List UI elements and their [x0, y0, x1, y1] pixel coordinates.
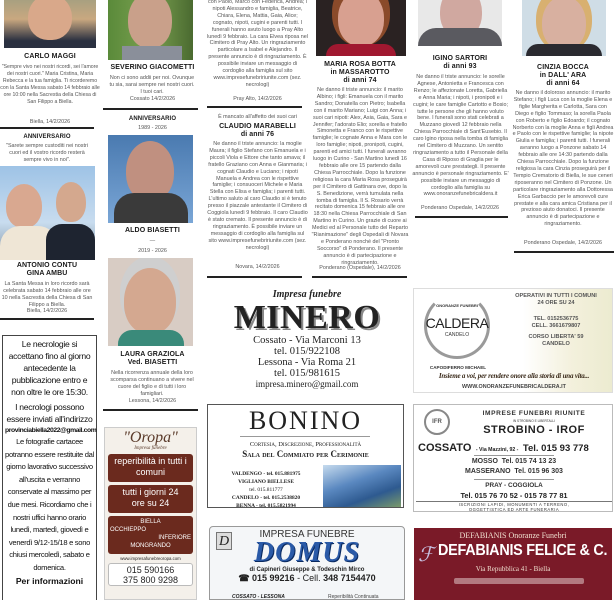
divider — [207, 106, 302, 108]
domus-brand: DOMUS — [253, 537, 361, 568]
divider — [103, 108, 198, 110]
domus-logo: D — [216, 532, 232, 550]
oropa-website[interactable]: www.impresafunebreoropa.com — [120, 556, 181, 561]
photo-contu-ambu — [0, 166, 95, 260]
bonino-candelo: CANDELO - tel. 015.2538820 — [231, 495, 301, 501]
bonino-benna: BENNA - tel. 015.5821994 — [236, 503, 296, 508]
name-in-massarotto: in MASSAROTTO — [330, 69, 390, 76]
age-marabelli: di anni 76 — [240, 131, 275, 138]
caldera-slogan: Insieme a voi, per rendere onore alla storia di una vita... — [438, 372, 590, 380]
notice-box — [2, 335, 97, 600]
divider — [514, 251, 614, 253]
date-biasetti: Lessona, 14/2/2026 — [128, 398, 177, 404]
divider — [415, 216, 508, 218]
strobino-mosso: MOSSO Tel. 015 74 13 23 — [471, 458, 557, 465]
date-marabelli: Novara, 14/2/2026 — [235, 264, 280, 270]
domus-heading: IMPRESA FUNEBRE — [259, 529, 355, 540]
text-botta: Ne danno il triste annuncio: il marito Albino; i figli: Emanuela con il marito Sandro; Donatella con Pietro; Isabella con il marito Mariano; Luigi con Anna; i suoi cari nipoti: Alex, Asia, Gaia, Sara e Jennifer; l'adorato Elio; sorella e fratello Simonetta e Franco con le rispettive famiglie; le cognate Anna e Mara con le loro famiglie; nipoti, pronipoti, cugini, parenti ed amici tutti. I funerali avranno luogo in Curino - San Martino lunedì 16 febbraio alle ore 15 partendo dalla Chiesa Parrocchiale. Dopo la funzione religiosa la cara Maria Rosa proseguirà per il Cimitero di Gattinara ove, dopo la S. Benedizione, verrà tumulata nella tomba di famiglia. Il S. Rosario verrà recitato domenica 15 febbraio alle ore 18:30 nella Chiesa Parrocchiale di San Martino in Curino. Un grazie di cuore ai Medici ed al Personale tutto del Reparto "Rianimazione" degli Ospedali di Novara e Ponderano nonché del "Pronto Soccorso" di Ponderano. Il presente annuncio è di partecipazione e ringraziamento. — [311, 87, 409, 266]
text-severino: Non ci sono addii per noi. Ovunque tu sia, sarai sempre nei nostri cuori. I tuoi cari. — [109, 75, 195, 95]
photo-igino-sartori — [418, 0, 502, 46]
age-sartori: di anni 93 — [443, 63, 477, 70]
age-botta: di anni 74 — [343, 77, 377, 84]
caldera-brand: CALDERA — [425, 315, 489, 331]
date-severino: Cossato 14/2/2026 — [129, 96, 176, 102]
bonino-vigliano-tel: tel. 015.811777 — [249, 487, 283, 493]
notice-details: Le fotografie cartacee potranno essere restituite dal giorno lavorativo successivo all'uscita e verranno conservate al massimo per due mesi. Ricordiamo che i nostri uffici hanno orario lunedì, martedì, giovedì e venerdì 9/12-15/18 e sono chiusi mercoledì, sabato e domenica. — [5, 437, 94, 572]
strobino-pray: PRAY - COGGIOLA — [485, 482, 543, 489]
caldera-owner: CAPODIFERRO MICHAEL — [429, 365, 487, 370]
domus-cities: COSSATO - LESSONA — [232, 594, 285, 600]
oropa-phone2: 375 800 9298 — [122, 575, 179, 585]
date-sartori: Ponderano Ospedale, 14/2/2026 — [421, 205, 499, 211]
minero-email[interactable]: impresa.minero@gmail.com — [255, 379, 359, 389]
photo-laura-graziola — [108, 258, 193, 346]
name-ved-biasetti: Ved. BIASETTI — [127, 359, 178, 366]
ad-oropa — [104, 427, 197, 600]
oropa-box-24h: tutti i giorni 24 ore su 24 — [108, 485, 193, 513]
name-antonio-contu: ANTONIO CONTU — [16, 262, 78, 269]
text-bocca: Ne danno il doloroso annuncio: il marito Stefano; i figli Luca con la moglie Elena e figlie Margherita e Carlotta, Sara con Diego e figlio Tommaso; la sorella Paola con Roberto e figlio Edoardo; il cognato Norberto con la moglie Anna e figli Andrea e Paolo con le rispettive famiglie; la nipote Giulia e famiglia; i parenti tutti. I funerali avranno luogo a Ponzone sabato 14 febbraio alle ore 14:30 partendo dalla Chiesa Parrocchiale. Dopo la funzione religiosa la cara Cinzia proseguirà per il Tempio Crematorio di Biella, le sue ceneri riposeranno nel Cimitero di Ponzone. Un particolare ringraziamento alla Dottoressa Erica Garbaccio per le amorevoli cure prestate e alla cara amica Cristiana per il prezioso aiuto donatoci. Il presente annuncio è di partecipazione e ringraziamento. — [512, 90, 614, 228]
strobino-cossato-line: COSSATO - Via Mazzini, 92 - Tel. 015 93 778 — [418, 442, 589, 454]
bonino-building-photo — [323, 465, 401, 507]
text-contu: La Santa Messa in loro ricordo sarà celebrata sabato 14 febbraio alle ore 10 nella Sacrestia della Chiesa di San Filippo a Biella. — [1, 281, 93, 308]
oropa-box-locations: BIELLA OCCHIEPPO INFERIORE MONGRANDO — [108, 516, 193, 554]
name-cinzia-bocca: CINZIA BOCCA — [537, 64, 589, 71]
name-claudio-marabelli: CLAUDIO MARABELLI — [219, 123, 296, 130]
caldera-onoranze: ONORANZE FUNEBRI — [436, 303, 478, 308]
defabianis-phone-cutoff — [454, 578, 584, 584]
years-biasetti: 2019 - 2026 — [138, 248, 167, 254]
ad-caldera — [413, 288, 613, 393]
defabianis-logo-icon: ℱ — [418, 544, 434, 566]
caldera-info: OPERATIVI IN TUTTI I COMUNI 24 ORE SU 24 TEL. 0152536775 CELL. 3661679807 CORSO LIBERTA' 59 CANDELO — [515, 293, 597, 347]
strobino-masserano: MASSERANO Tel. 015 96 303 — [465, 468, 563, 475]
strobino-sub: IN STROBINO E LIBERTALLI — [512, 419, 556, 423]
date-carlo-maggi: Biella, 14/2/2026 — [29, 119, 71, 125]
strobino-logo: IFR — [424, 409, 450, 435]
name-gina-ambu: GINA AMBU — [26, 270, 68, 277]
caldera-website[interactable]: WWW.ONORANZEFUNEBRICALDERA.IT — [462, 384, 566, 390]
divider — [103, 409, 198, 411]
domus-phones: ☎ 015 99216 - Cell. 348 7154470 — [238, 573, 376, 583]
text-sartori: Ne danno il triste annuncio: le sorelle Agnese, Antonietta e Francesca con Renzo; le affezionate Loretta, Gabriella e Anna Maria; i nipoti, i pronipoti e i cugini; le care famiglie Cartotto e Bosio; tutte le persone che gli hanno voluto bene. I funerali sono stati celebrati a Muzzano giovedì 12 febbraio nella Chiesa Parrocchiale di Sant'Eusebio. Il caro Igino riposa nella tomba di famiglia nel Cimitero di Muzzano. Un sentito ringraziamento a tutto il Personale della Casa di Riposo di Graglia per le amorevoli cure prestategli. Il presente annuncio è personale ringraziamento. E' possibile inviare un messaggio di cordoglio alla famiglia su www.onoranzefunebricaldera.it — [412, 74, 509, 198]
notice-deadline: Le necrologie si accettano fino al giorno antecedente la pubblicazione entro e non oltre le ore 15:30. — [8, 339, 91, 397]
date-bocca: Ponderano Ospedale, 14/2/2026 — [524, 240, 602, 246]
ad-strobino — [413, 404, 613, 512]
minero-brand: MINERO — [233, 299, 381, 336]
text-carlo-maggi: "Sempre vivo nei nostri ricordi, sei l'amore dei nostri cuori." Maria Cristina, Maria Rebecca e la tua famiglia. Ti ricorderemo con la Santa Messa sabato 14 febbraio alle ore 10:00 nella Sacrestia della Chiesa di San Filippo a Biella. — [0, 64, 100, 105]
caldera-city: CANDELO — [444, 332, 470, 338]
oropa-phone-box — [108, 563, 193, 586]
minero-tel-cossato: tel. 015/922108 — [274, 346, 340, 357]
photo-maria-rosa-botta — [316, 0, 406, 56]
bonino-brand: BONINO — [248, 406, 363, 435]
name-maria-rosa-botta: MARIA ROSA BOTTA — [324, 61, 396, 68]
divider — [0, 127, 94, 129]
strobino-footer: ISCRIZIONI LAPIDI, MONUMENTI A TERRENO, OGGETTISTICA ED ARTE FUNERARIA — [458, 502, 570, 512]
notice-email[interactable]: provinciabiella2022@gmail.com — [5, 427, 97, 434]
divider — [0, 318, 94, 320]
photo-cinzia-bocca — [522, 0, 606, 56]
text-top-continued: con Paolo, Marco con Federica, Andrea; i nipoti Alessandro e famiglia, Beatrice, Chiara, Elena, Mattia, Gaia, Alice; cognato, nipoti, cugini e parenti tutti. I funerali hanno avuto luogo a Pray Alto lunedì 9 febbraio. La cara Elvea riposa nel Cimitero di Pray Alto. Un ringraziamento particolare a Isabel e Alejandro. Il presente annuncio è di ringraziamento. È possibile inviare un messaggio di cordoglio alla famiglia sul sito www.impresefunebririunite.com (sez. necrologi) — [207, 0, 308, 88]
ad-bonino — [207, 404, 404, 508]
dash: — — [149, 238, 156, 244]
notice-info: Per informazioni — [15, 575, 84, 586]
name-severino-giacometti: SEVERINO GIACOMETTI — [110, 64, 195, 71]
defabianis-brand: DEFABIANIS FELICE & C. — [438, 542, 608, 559]
defabianis-address: Via Repubblica 41 - Biella — [475, 565, 551, 573]
strobino-heading: IMPRESE FUNEBRI RIUNITE — [482, 410, 586, 417]
ad-defabianis — [414, 528, 612, 600]
divider — [207, 276, 302, 278]
name-aldo-biasetti: ALDO BIASETTI — [125, 227, 180, 234]
name-laura-graziola: LAURA GRAZIOLA — [120, 351, 185, 358]
bonino-vigliano: VIGLIANO BIELLESE — [238, 479, 294, 485]
name-in-dall-ara: in DALL' ARA — [539, 72, 587, 79]
notice-email-intro: I necrologi possono essere inviati all'indirizzo — [6, 402, 93, 424]
minero-tel-lessona: tel. 015/981615 — [274, 368, 340, 379]
ad-domus — [209, 526, 405, 600]
age-bocca: di anni 64 — [546, 80, 580, 87]
bonino-tagline: Cortesia, Discrezione, Professionalità — [249, 441, 362, 448]
text-biasetti: Nella ricorrenza annuale della loro scomparsa continuano a vivere nel cuore del figlio e di tutti i loro famigliari. — [110, 370, 194, 397]
name-carlo-maggi: CARLO MAGGI — [24, 53, 76, 60]
ad-minero — [207, 285, 407, 395]
name-igino-sartori: IGINO SARTORI — [432, 55, 488, 62]
heading-anniversario-biasetti: ANNIVERSARIO — [128, 116, 177, 122]
minero-address-cossato: Cossato - Via Marconi 13 — [253, 335, 361, 346]
bonino-valdengo: VALDENGO - tel. 015.881975 — [231, 471, 301, 477]
minero-sub: Impresa funebre — [272, 289, 342, 300]
divider — [312, 276, 407, 278]
domus-owners: di Capineri Giuseppe & Todeschin Mirco — [249, 567, 365, 573]
bonino-sala: Sala del Commiato per Cerimonie — [242, 449, 369, 459]
photo-severino-giacometti — [108, 0, 193, 60]
date-top-continued: Pray Alto, 14/2/2026 — [233, 96, 282, 102]
domus-reperibilita: Reperibilità Continuata — [328, 594, 379, 600]
photo-carlo-maggi — [4, 0, 96, 48]
minero-address-lessona: Lessona - Via Roma 21 — [257, 357, 357, 368]
photo-aldo-biasetti — [108, 135, 193, 223]
oropa-brand: "Oropa" — [123, 429, 178, 446]
intro-marabelli: È mancato all'affetto dei suoi cari — [218, 114, 297, 120]
years-top-biasetti: 1989 - 2026 — [138, 125, 167, 131]
oropa-sub: Impresa funebre — [134, 446, 167, 451]
strobino-pray-tel: Tel. 015 76 70 52 - 015 78 77 81 — [460, 491, 568, 500]
strobino-brand: STROBINO - IROF — [483, 424, 585, 436]
oropa-phone1: 015 590166 — [126, 565, 175, 575]
heading-anniversario: ANNIVERSARIO — [23, 134, 71, 140]
date-contu: Biella, 14/2/2026 — [26, 308, 68, 314]
quote-contu: "Sarete sempre custoditi nei nostri cuori ed il vostro ricordo resterà sempre vivo in noi". — [6, 143, 88, 163]
oropa-box-reperibilita: reperibilità in tutti i comuni — [108, 454, 193, 482]
text-marabelli: Ne danno il triste annuncio: la moglie Maura; il figlio Stefano con Emanuela e i piccoli Viola e Ettore che tanto amava; il fratello Graziano con Anna e Gianmaria; i cognati Claudio e Luciano; i nipoti Manuela e Andrea con le rispettive famiglie; i consuoceri Michele e Maria Stella con Elisa e famiglia; i parenti tutti. L'ultimo saluto al caro Claudio si è tenuto presso il piazzale antestante il Cimitero di Coggiola lunedì 9 febbraio. Il caro Claudio è stato cremato. Il presente annuncio è di ringraziamento. È possibile inviare un messaggio di cordoglio alla famiglia sul sito www.impresefunebririunite.com (sez. necrologi) — [207, 141, 308, 251]
date-botta: Ponderano (Ospedale), 14/2/2026 — [319, 265, 401, 271]
defabianis-heading: DEFABIANIS Onoranze Funebri — [459, 531, 567, 540]
